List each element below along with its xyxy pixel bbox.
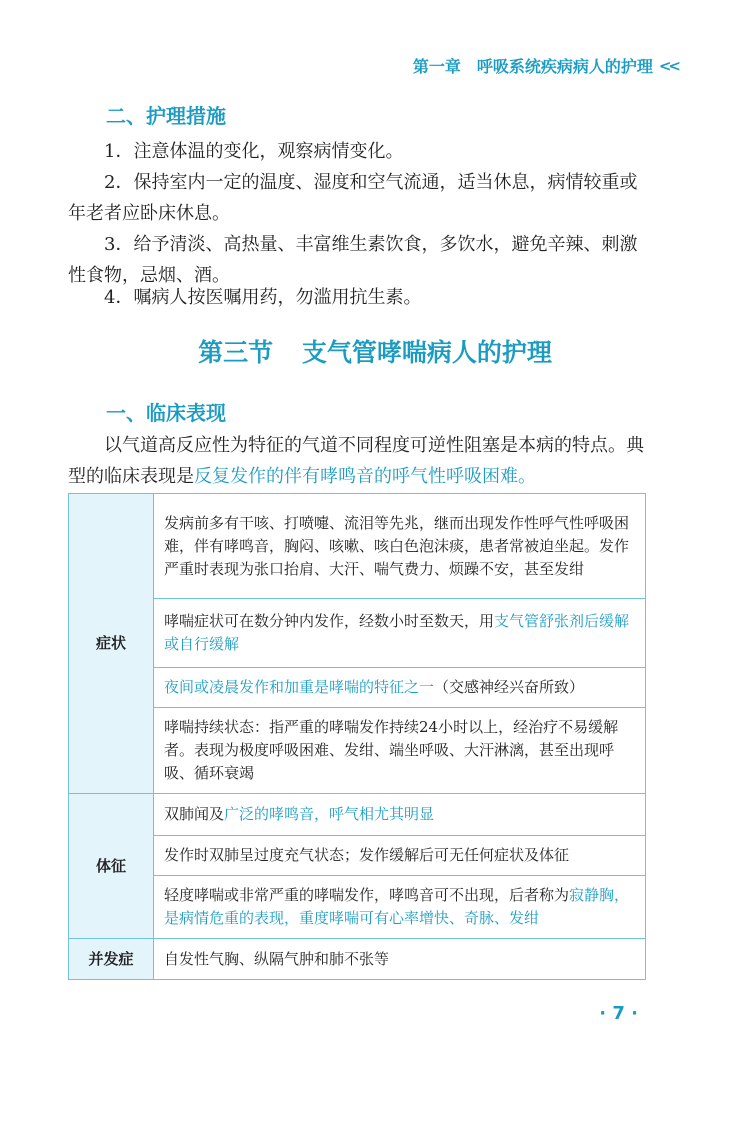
sign-3-text: 轻度哮喘或非常严重的哮喘发作，哮鸣音可不出现，后者称为 xyxy=(164,886,570,904)
sign-cell-3 xyxy=(154,876,646,939)
nursing-heading: 二、护理措施 xyxy=(106,104,226,128)
complications-label: 并发症 xyxy=(69,939,154,980)
complications-cell: 自发性气胸、纵隔气肿和肺不张等 xyxy=(154,939,646,980)
symptom-cell-4: 哮喘持续状态：指严重的哮喘发作持续24小时以上，经治疗不易缓解者。表现为极度呼吸困难、发绀、端坐呼吸、大汗淋漓，甚至出现呼吸、循环衰竭 xyxy=(154,708,646,794)
sign-cell-1 xyxy=(154,794,646,836)
sign-cell-2: 发作时双肺呈过度充气状态；发作缓解后可无任何症状及体征 xyxy=(154,836,646,876)
double-chevron-left-icon: << xyxy=(658,56,678,75)
symptom-3-text: （交感神经兴奋所致） xyxy=(434,678,585,696)
nursing-item-1: 1．注意体温的变化，观察病情变化。 xyxy=(104,141,404,162)
page-number: · 7 · xyxy=(599,1003,638,1024)
sign-1-text: 双肺闻及 xyxy=(164,805,225,823)
symptoms-label: 症状 xyxy=(69,494,154,794)
sign-1-highlight-a: 广泛的哮鸣音 xyxy=(224,805,315,823)
clinical-heading: 一、临床表现 xyxy=(106,401,226,425)
clinical-table xyxy=(68,493,646,980)
running-header xyxy=(413,54,678,77)
sign-1-highlight-b: 呼气相尤其明显 xyxy=(329,805,435,823)
section-title xyxy=(0,333,750,369)
symptom-3-highlight: 夜间或凌晨发作和加重是哮喘的特征之一 xyxy=(164,678,435,696)
chapter-title: 呼吸系统疾病病人的护理 xyxy=(476,57,653,76)
nursing-item-3: 3．给予清淡、高热量、丰富维生素饮食，多饮水，避免辛辣、刺激性食物，忌烟、酒。 xyxy=(68,234,638,286)
clinical-intro xyxy=(68,430,646,492)
clinical-intro-highlight: 反复发作的伴有哮鸣音的呼气性呼吸困难。 xyxy=(194,466,536,487)
symptom-2-highlight: 支气管舒张剂后缓解或自行缓解 xyxy=(164,612,630,653)
signs-label: 体征 xyxy=(69,794,154,939)
clinical-intro-text: 以气道高反应性为特征的气道不同程度可逆性阻塞是本病的特点。典型的临床表现是 xyxy=(68,435,644,487)
symptom-cell-2 xyxy=(154,599,646,668)
sign-3-highlight: 寂静胸，是病情危重的表现，重度哮喘可有心率增快、奇脉、发绀 xyxy=(164,886,630,927)
section-name: 支气管哮喘病人的护理 xyxy=(301,338,552,367)
symptom-cell-1: 发病前多有干咳、打喷嚏、流泪等先兆，继而出现发作性呼气性呼吸困难，伴有哮鸣音，胸闷、咳嗽、咳白色泡沫痰，患者常被迫坐起。发作严重时表现为张口抬肩、大汗、喘气费力、烦躁不安，甚至发绀 xyxy=(154,494,646,599)
nursing-item-2: 2．保持室内一定的温度、湿度和空气流通，适当休息，病情较重或年老者应卧床休息。 xyxy=(68,172,638,224)
sign-1-separator: ， xyxy=(314,805,330,823)
chapter-number: 第一章 xyxy=(412,57,461,76)
nursing-item-4: 4．嘱病人按医嘱用药，勿滥用抗生素。 xyxy=(104,287,422,308)
section-number: 第三节 xyxy=(198,338,274,367)
symptom-2-text: 哮喘症状可在数分钟内发作，经数小时至数天，用 xyxy=(164,612,495,630)
symptom-cell-3 xyxy=(154,668,646,708)
